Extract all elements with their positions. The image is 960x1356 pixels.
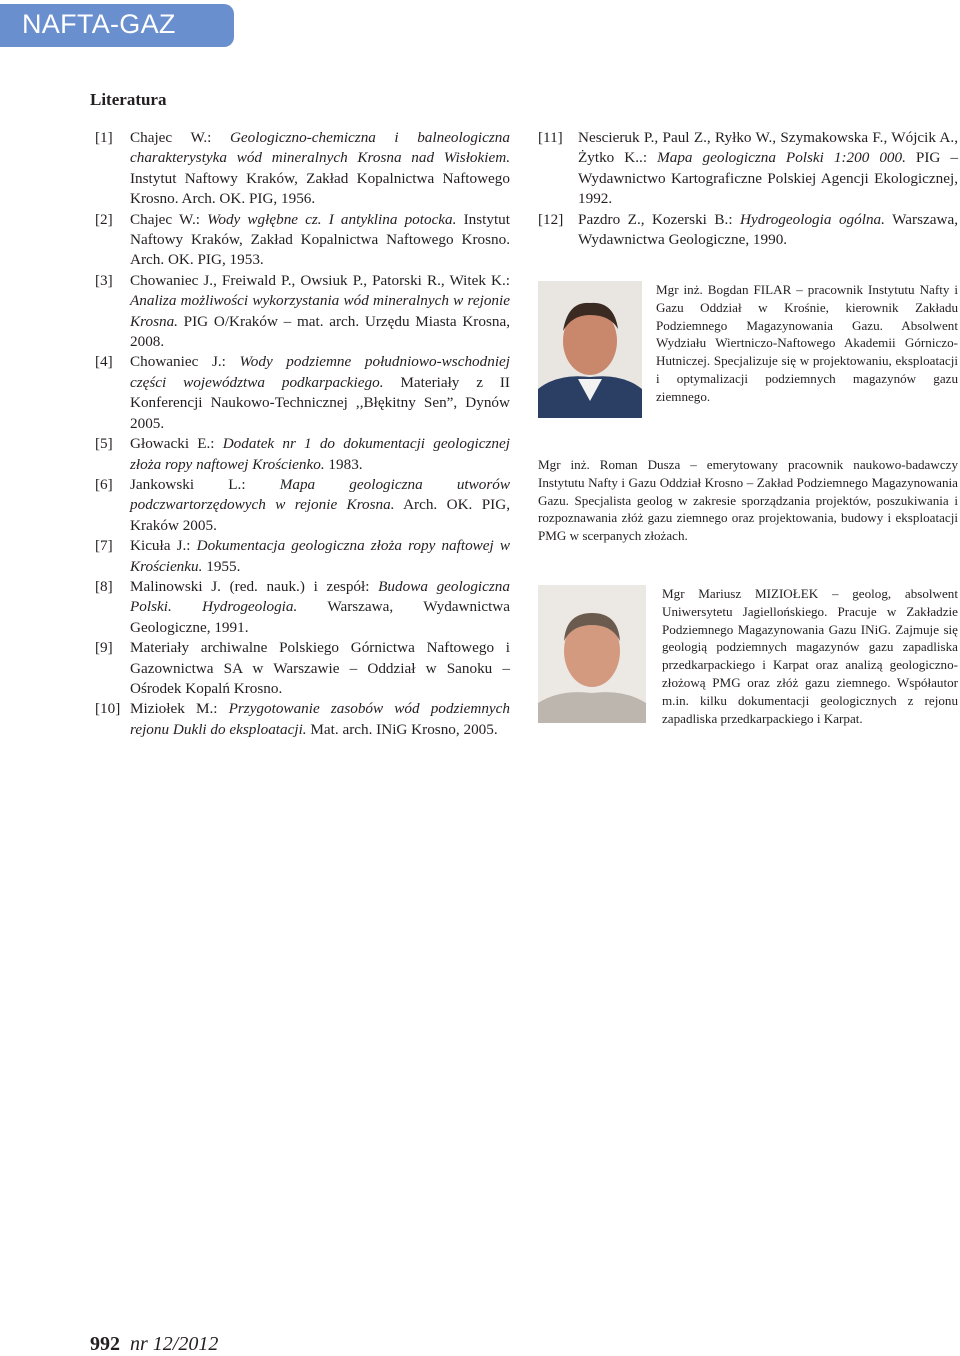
reference-authors: Miziołek M.: [130,700,229,718]
reference-details: Warszawa, Wydawnictwa Geologiczne, 1990. [578,210,958,249]
references-right-column [538,128,958,250]
reference-item [90,577,510,638]
reference-item [90,210,510,271]
reference-authors: Chajec W.: [130,210,208,228]
journal-banner [0,4,234,47]
reference-details: Materiały z II Konferencji Naukowo-Technicznej ,,Błękitny Sen”, Dynów 2005. [130,373,510,432]
reference-details: Warszawa, Wydawnictwa Geologiczne, 1991. [130,598,510,636]
reference-item [538,128,958,210]
reference-item [90,434,510,475]
author-bio-miziolek: Mgr Mariusz MIZIOŁEK – geolog, absolwent Uniwersytetu Jagiellońskiego. Pracuje w Zakładzie Podziemnego Magazynowania Gazu INiG. Zajmuje się geologią podziemnych magazynów gazu zapadliska przedkarpackiego i Karpat oraz analizą geologiczno-złożową PMG oraz złóż gazu ziemnego. Współautor m.in. kilku dokumentacji geologicznych z rejonu zapadliska przedkarpackiego i Karpat. [662,586,958,726]
reference-details: PIG O/Kraków – mat. arch. Urzędu Miasta Krosna, 2008. [130,312,510,351]
reference-title: Przygotowanie zasobów wód podziemnych rejonu Dukli do eksploatacji. [130,700,510,738]
journal-title: NAFTA-GAZ [22,9,176,39]
reference-number: [4] [95,353,113,371]
reference-authors: Głowacki E.: [130,435,223,453]
reference-number: [3] [95,271,113,289]
reference-number: [8] [95,577,113,595]
author-bio-dusza: Mgr inż. Roman Dusza – emerytowany pracownik naukowo-badawczy Instytutu Nafty i Gazu Oddział Krosno – Zakład Podziemnego Magazynowania Gazu. Specjalista geolog w zakresie sporządzania projektów, poszukiwania i rozpoznawania złóż gazu ziemnego oraz projektowania, budowy i eksploatacji PMG w scerpanych złożach. [538,457,958,544]
reference-authors: Materiały archiwalne Polskiego Górnictwa Naftowego i Gazownictwa SA w Warszawie – Oddział w Sanoku – Ośrodek Kopalń Krosno. [130,639,510,697]
section-title: Literatura [90,90,167,109]
reference-authors: Jankowski L.: [130,475,280,493]
reference-title: Budowa geologiczna Polski. Hydrogeologia. [130,577,510,616]
reference-details: Instytut Naftowy Kraków, Zakład Kopalnictwa Naftowego Krosno. Arch. OK. PIG, 1956. [130,169,510,208]
issue-number: nr 12/2012 [130,1333,219,1355]
reference-details: Arch. OK. PIG, Kraków 2005. [130,496,510,534]
reference-authors: Chowaniec J., Freiwald P., Owsiuk P., Patorski R., Witek K.: [130,271,510,289]
author-photo-filar [538,281,642,418]
reference-number: [9] [95,639,113,657]
reference-title: Hydrogeologia ogólna. [740,210,885,228]
reference-title: Wody podziemne południowo-wschodniej części województwa podkarpackiego. [130,353,511,391]
reference-number: [10] [95,700,121,718]
page-footer [90,1333,218,1356]
references-left-column [90,128,510,740]
author-photo-miziolek [538,585,646,723]
reference-details: 1955. [202,557,241,575]
reference-details: 1983. [324,455,363,473]
reference-item [90,699,510,740]
reference-item [90,271,510,353]
reference-item [90,475,510,536]
reference-authors: Chowaniec J.: [130,353,240,371]
reference-item [90,536,510,577]
reference-title: Analiza możliwości wykorzystania wód mineralnych w rejonie Krosna. [130,292,510,330]
reference-details: PIG – Wydawnictwo Kartograficzne Polskiej Agencji Ekologicznej, 1992. [578,149,958,208]
reference-item [90,352,510,434]
reference-title: Mapa geologiczna Polski 1:200 000. [657,149,906,167]
author-bio-filar: Mgr inż. Bogdan FILAR – pracownik Instytutu Nafty i Gazu Oddział w Krośnie, kierownik Zakładu Podziemnego Magazynowania Gazu. Absolwent Wydziału Wiertniczo-Naftowego Akademii Górniczo-Hutniczej. Specjalizuje się w projektowaniu, eksploatacji i optymalizacji podziemnych magazynów gazu ziemnego. [656,282,958,404]
reference-title: Wody wgłębne cz. I antyklina potocka. [207,210,457,228]
reference-item [90,128,510,210]
reference-details: Mat. arch. INiG Krosno, 2005. [306,720,498,738]
reference-item [538,210,958,251]
reference-details: Instytut Naftowy Kraków, Zakład Kopalnictwa Naftowego Krosno. Arch. OK. PIG, 1953. [130,210,510,269]
reference-title: Dodatek nr 1 do dokumentacji geologicznej złoża ropy naftowej Krościenko. [130,435,510,473]
reference-authors: Kicuła J.: [130,537,197,555]
reference-authors: Malinowski J. (red. nauk.) i zespół: [130,577,379,595]
reference-number: [12] [538,210,564,228]
page-number: 992 [90,1333,120,1355]
reference-number: [2] [95,210,113,228]
reference-number: [11] [538,129,563,146]
reference-number: [5] [95,435,113,453]
reference-authors: Pazdro Z., Kozerski B.: [578,210,741,228]
reference-title: Mapa geologiczna utworów podczwartorzędowych w rejonie Krosna. [130,475,511,514]
reference-number: [6] [95,475,113,493]
reference-title: Geologiczno-chemiczna i balneologiczna charakterystyka wód mineralnych Krosna nad Wisłokiem. [130,129,510,167]
reference-title: Dokumentacja geologiczna złoża ropy naftowej w Krościenku. [130,537,510,575]
reference-authors: Nescieruk P., Paul Z., Ryłko W., Szymakowska F., Wójcik A., Żytko K..: [578,129,958,167]
reference-number: [7] [95,537,113,555]
reference-authors: Chajec W.: [130,129,230,146]
reference-item [90,638,510,699]
reference-number: [1] [95,129,113,146]
